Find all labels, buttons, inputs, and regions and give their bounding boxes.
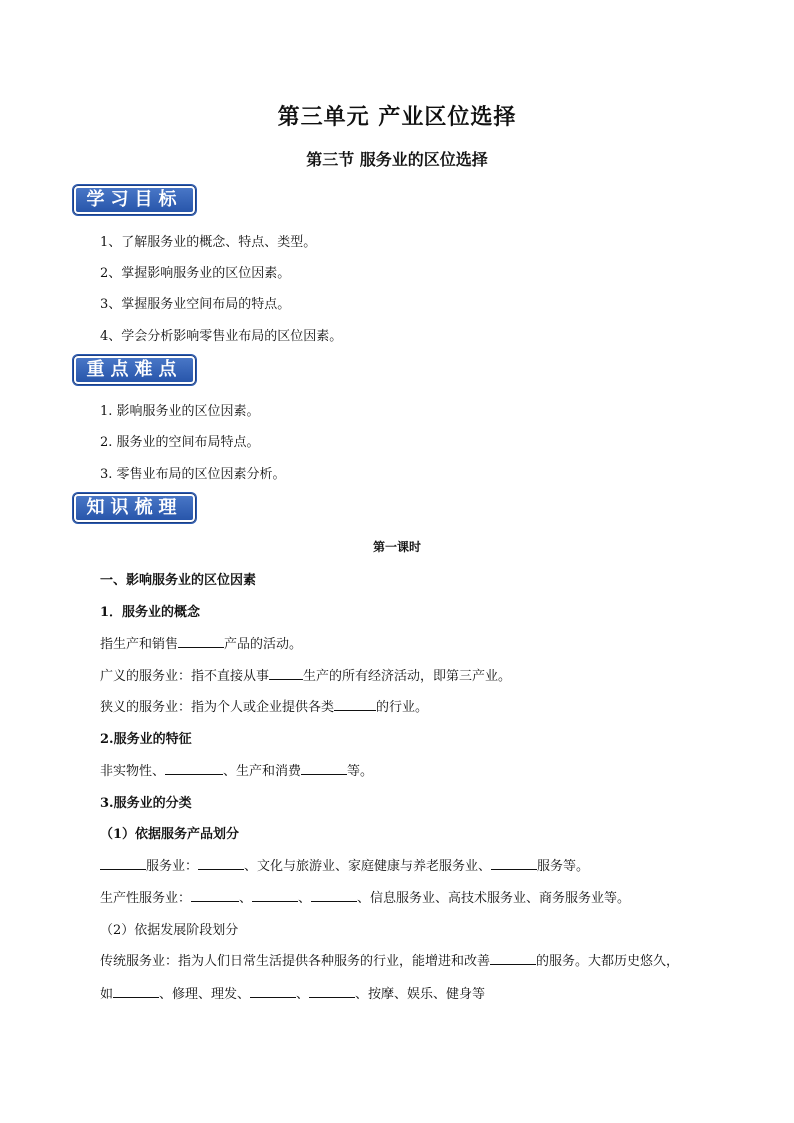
fill-blank[interactable] <box>309 985 355 998</box>
key-point-item: 1. 影响服务业的区位因素。 <box>100 404 260 419</box>
objective-item: 4、学会分析影响零售业布局的区位因素。 <box>100 329 343 344</box>
fill-blank[interactable] <box>198 857 244 870</box>
classification-subheading: （1）依据服务产品划分 <box>100 827 240 842</box>
objective-item: 1、了解服务业的概念、特点、类型。 <box>100 235 317 250</box>
classification-line: 如 、修理、理发、 、 、按摩、娱乐、健身等 <box>100 987 486 1002</box>
concept-line: 指生产和销售 产品的活动。 <box>100 637 303 652</box>
classification-subheading: （2）依据发展阶段划分 <box>100 923 239 938</box>
fill-blank[interactable] <box>165 762 223 775</box>
section-heading: 一、影响服务业的区位因素 <box>100 573 257 588</box>
concept-line: 广义的服务业：指不直接从事 生产的所有经济活动，即第三产业。 <box>100 669 512 684</box>
fill-blank[interactable] <box>311 889 357 902</box>
fill-blank[interactable] <box>334 698 376 711</box>
fill-blank[interactable] <box>269 667 303 680</box>
classification-heading: 3.服务业的分类 <box>100 796 192 811</box>
page-title: 第三单元 产业区位选择 <box>277 104 517 130</box>
classification-line: 服务业： 、文化与旅游业、家庭健康与养老服务业、 服务等。 <box>100 855 589 874</box>
features-heading: 2.服务业的特征 <box>100 732 192 747</box>
knowledge-badge: 知识梳理 <box>73 493 196 523</box>
fill-blank[interactable] <box>490 952 536 965</box>
key-point-item: 3. 零售业布局的区位因素分析。 <box>100 467 286 482</box>
fill-blank[interactable] <box>191 889 239 902</box>
fill-blank[interactable] <box>250 985 296 998</box>
features-line: 非实物性、 、生产和消费 等。 <box>100 764 374 779</box>
objective-item: 2、掌握影响服务业的区位因素。 <box>100 266 291 281</box>
fill-blank[interactable] <box>113 985 159 998</box>
key-point-item: 2. 服务业的空间布局特点。 <box>100 435 260 450</box>
page-subtitle: 第三节 服务业的区位选择 <box>306 150 488 169</box>
fill-blank[interactable] <box>252 889 298 902</box>
fill-blank[interactable] <box>178 635 224 648</box>
lesson-label: 第一课时 <box>372 540 421 554</box>
classification-line: 生产性服务业： 、 、 、信息服务业、高技术服务业、商务服务业等。 <box>100 891 631 906</box>
concept-line: 狭义的服务业：指为个人或企业提供各类 的行业。 <box>100 700 429 715</box>
concept-heading: 1．服务业的概念 <box>100 605 201 620</box>
fill-blank[interactable] <box>100 857 146 870</box>
objective-item: 3、掌握服务业空间布局的特点。 <box>100 297 291 312</box>
objectives-badge: 学习目标 <box>73 185 196 215</box>
fill-blank[interactable] <box>301 762 347 775</box>
fill-blank[interactable] <box>491 857 537 870</box>
key-points-badge: 重点难点 <box>73 355 196 385</box>
classification-line: 传统服务业：指为人们日常生活提供各种服务的行业，能增进和改善 的服务。大都历史悠久， <box>100 954 680 969</box>
